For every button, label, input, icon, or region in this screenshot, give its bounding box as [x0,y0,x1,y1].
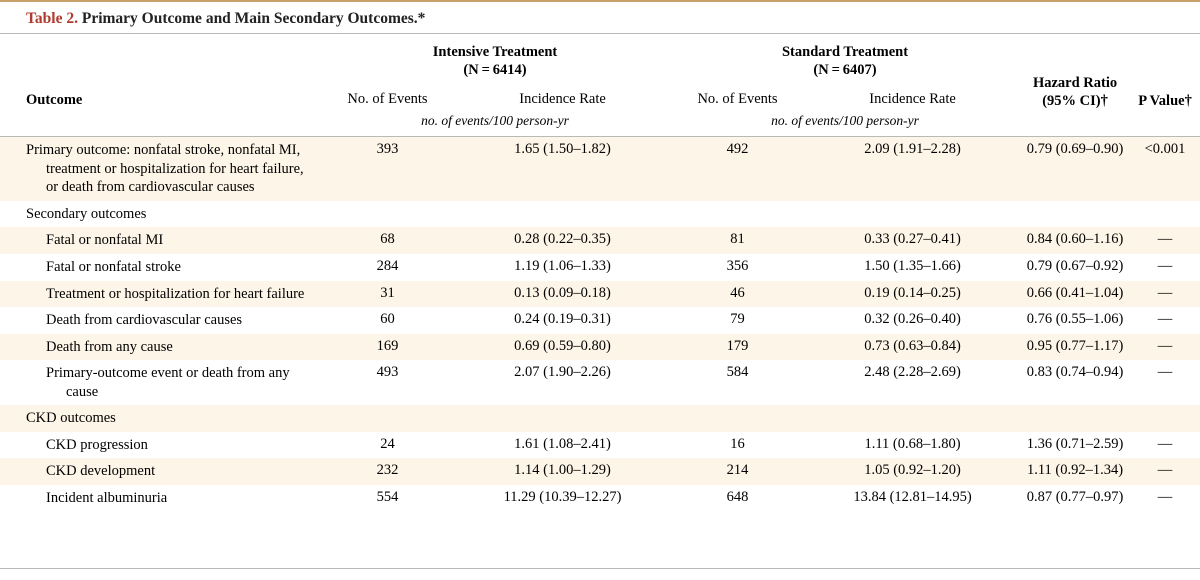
cell-p-value: — [1130,307,1200,334]
cell-events-intensive: 554 [320,485,455,512]
cell-events-standard: 584 [670,360,805,405]
column-header-hazard-ratio [1020,34,1130,112]
row-label [0,485,320,512]
row-label-text: Death from any cause [46,338,173,355]
cell-rate-standard: 1.11 (0.68–1.80) [805,432,1020,459]
column-group-standard-label: Standard Treatment [781,44,909,60]
cell-rate-standard: 0.33 (0.27–0.41) [805,227,1020,254]
table-caption [0,0,1200,34]
row-label [0,137,320,201]
row-label-text: Primary outcome: nonfatal stroke, nonfatal MI, treatment or hospitalization for heart failure, or death from cardiovascular causes [26,142,304,196]
cell-events-standard: 214 [670,458,805,485]
cell-hazard-ratio [1020,201,1130,228]
cell-p-value: — [1130,281,1200,308]
table-row [0,360,1200,405]
cell-rate-standard: 13.84 (12.81–14.95) [805,485,1020,512]
cell-rate-intensive [455,201,670,228]
cell-rate-intensive: 1.19 (1.06–1.33) [455,254,670,281]
column-group-standard-n: (N = 6407) [813,62,877,79]
cell-events-intensive: 60 [320,307,455,334]
table-number: Table 2. [26,10,78,27]
cell-rate-standard [805,405,1020,432]
row-label-text: CKD outcomes [26,410,116,427]
row-label [0,254,320,281]
cell-rate-standard: 2.09 (1.91–2.28) [805,137,1020,201]
cell-hazard-ratio: 0.79 (0.67–0.92) [1020,254,1130,281]
row-label-text: Incident albuminuria [46,489,168,506]
table-row [0,485,1200,512]
cell-rate-standard: 0.19 (0.14–0.25) [805,281,1020,308]
cell-rate-standard [805,201,1020,228]
cell-events-standard: 16 [670,432,805,459]
units-standard: no. of events/100 person-yr [771,113,919,129]
row-label [0,281,320,308]
row-label [0,360,320,405]
row-label [0,405,320,432]
column-group-intensive-label: Intensive Treatment [432,44,558,60]
cell-p-value: — [1130,334,1200,361]
cell-events-standard [670,405,805,432]
table-head [0,34,1200,137]
cell-rate-intensive: 0.24 (0.19–0.31) [455,307,670,334]
column-header-events-standard: No. of Events [697,91,778,108]
row-label-text: Primary-outcome event or death from any cause [46,365,290,400]
row-label [0,307,320,334]
column-header-events-intensive: No. of Events [347,91,428,108]
row-label [0,227,320,254]
cell-hazard-ratio: 0.66 (0.41–1.04) [1020,281,1130,308]
table-title-text: Primary Outcome and Main Secondary Outcomes.* [81,10,426,27]
cell-events-standard: 648 [670,485,805,512]
row-label [0,432,320,459]
column-header-rate-standard: Incidence Rate [869,91,956,108]
table-row [0,458,1200,485]
cell-hazard-ratio: 0.87 (0.77–0.97) [1020,485,1130,512]
row-label-text: Secondary outcomes [26,205,147,222]
cell-hazard-ratio: 1.11 (0.92–1.34) [1020,458,1130,485]
table-row [0,227,1200,254]
cell-rate-intensive: 0.28 (0.22–0.35) [455,227,670,254]
column-header-outcome: Outcome [26,92,83,109]
cell-events-intensive [320,405,455,432]
units-hazard-spacer [1020,112,1130,136]
column-header-hazard-label: Hazard Ratio [1032,75,1118,91]
cell-hazard-ratio: 0.95 (0.77–1.17) [1020,334,1130,361]
table-row [0,432,1200,459]
header-group-row [0,34,1200,81]
cell-events-intensive [320,201,455,228]
units-p-spacer [1130,112,1200,136]
cell-events-standard: 46 [670,281,805,308]
cell-rate-intensive: 2.07 (1.90–2.26) [455,360,670,405]
table-row [0,137,1200,201]
cell-rate-standard: 0.32 (0.26–0.40) [805,307,1020,334]
table-row [0,254,1200,281]
column-header-p-value: P Value† [1138,93,1192,110]
units-intensive: no. of events/100 person-yr [421,113,569,129]
cell-events-intensive: 68 [320,227,455,254]
cell-rate-standard: 0.73 (0.63–0.84) [805,334,1020,361]
cell-p-value [1130,405,1200,432]
cell-p-value: — [1130,485,1200,512]
cell-rate-standard: 2.48 (2.28–2.69) [805,360,1020,405]
row-label-text: Treatment or hospitalization for heart failure [46,285,305,302]
cell-rate-intensive: 11.29 (10.39–12.27) [455,485,670,512]
column-group-intensive [320,34,670,81]
cell-rate-intensive: 1.61 (1.08–2.41) [455,432,670,459]
cell-events-standard: 79 [670,307,805,334]
outcomes-table [0,34,1200,511]
header-units-row [0,112,1200,136]
cell-events-intensive: 232 [320,458,455,485]
cell-events-standard: 179 [670,334,805,361]
row-label-text: CKD progression [46,436,148,453]
column-group-intensive-n: (N = 6414) [463,62,527,79]
table-row [0,334,1200,361]
cell-rate-intensive: 0.13 (0.09–0.18) [455,281,670,308]
cell-events-standard [670,201,805,228]
cell-p-value: — [1130,360,1200,405]
row-label-text: CKD development [46,463,156,480]
cell-events-intensive: 24 [320,432,455,459]
cell-events-intensive: 31 [320,281,455,308]
cell-p-value: <0.001 [1130,137,1200,201]
cell-rate-intensive: 1.14 (1.00–1.29) [455,458,670,485]
row-label-text: Death from cardiovascular causes [46,312,243,329]
cell-rate-intensive: 1.65 (1.50–1.82) [455,137,670,201]
table-bottom-rule [0,568,1200,569]
cell-events-standard: 356 [670,254,805,281]
cell-events-standard: 81 [670,227,805,254]
cell-p-value: — [1130,458,1200,485]
cell-hazard-ratio: 0.76 (0.55–1.06) [1020,307,1130,334]
column-header-hazard-ci: (95% CI)† [1042,93,1108,110]
table-row [0,307,1200,334]
cell-hazard-ratio: 1.36 (0.71–2.59) [1020,432,1130,459]
table-row-section [0,405,1200,432]
cell-rate-intensive: 0.69 (0.59–0.80) [455,334,670,361]
cell-p-value: — [1130,254,1200,281]
column-group-standard [670,34,1020,81]
cell-p-value: — [1130,432,1200,459]
cell-events-standard: 492 [670,137,805,201]
cell-hazard-ratio: 0.83 (0.74–0.94) [1020,360,1130,405]
cell-events-intensive: 393 [320,137,455,201]
row-label-text: Fatal or nonfatal MI [46,232,164,249]
table-row-section [0,201,1200,228]
row-label [0,458,320,485]
cell-hazard-ratio [1020,405,1130,432]
cell-rate-standard: 1.50 (1.35–1.66) [805,254,1020,281]
cell-rate-intensive [455,405,670,432]
table-row [0,281,1200,308]
row-label-text: Fatal or nonfatal stroke [46,258,181,275]
table-body [0,137,1200,512]
cell-p-value [1130,201,1200,228]
column-header-rate-intensive: Incidence Rate [519,91,606,108]
cell-events-intensive: 169 [320,334,455,361]
row-label [0,334,320,361]
cell-hazard-ratio: 0.84 (0.60–1.16) [1020,227,1130,254]
cell-p-value: — [1130,227,1200,254]
row-label [0,201,320,228]
units-spacer [0,112,320,136]
cell-events-intensive: 493 [320,360,455,405]
cell-hazard-ratio: 0.79 (0.69–0.90) [1020,137,1130,201]
cell-rate-standard: 1.05 (0.92–1.20) [805,458,1020,485]
cell-events-intensive: 284 [320,254,455,281]
